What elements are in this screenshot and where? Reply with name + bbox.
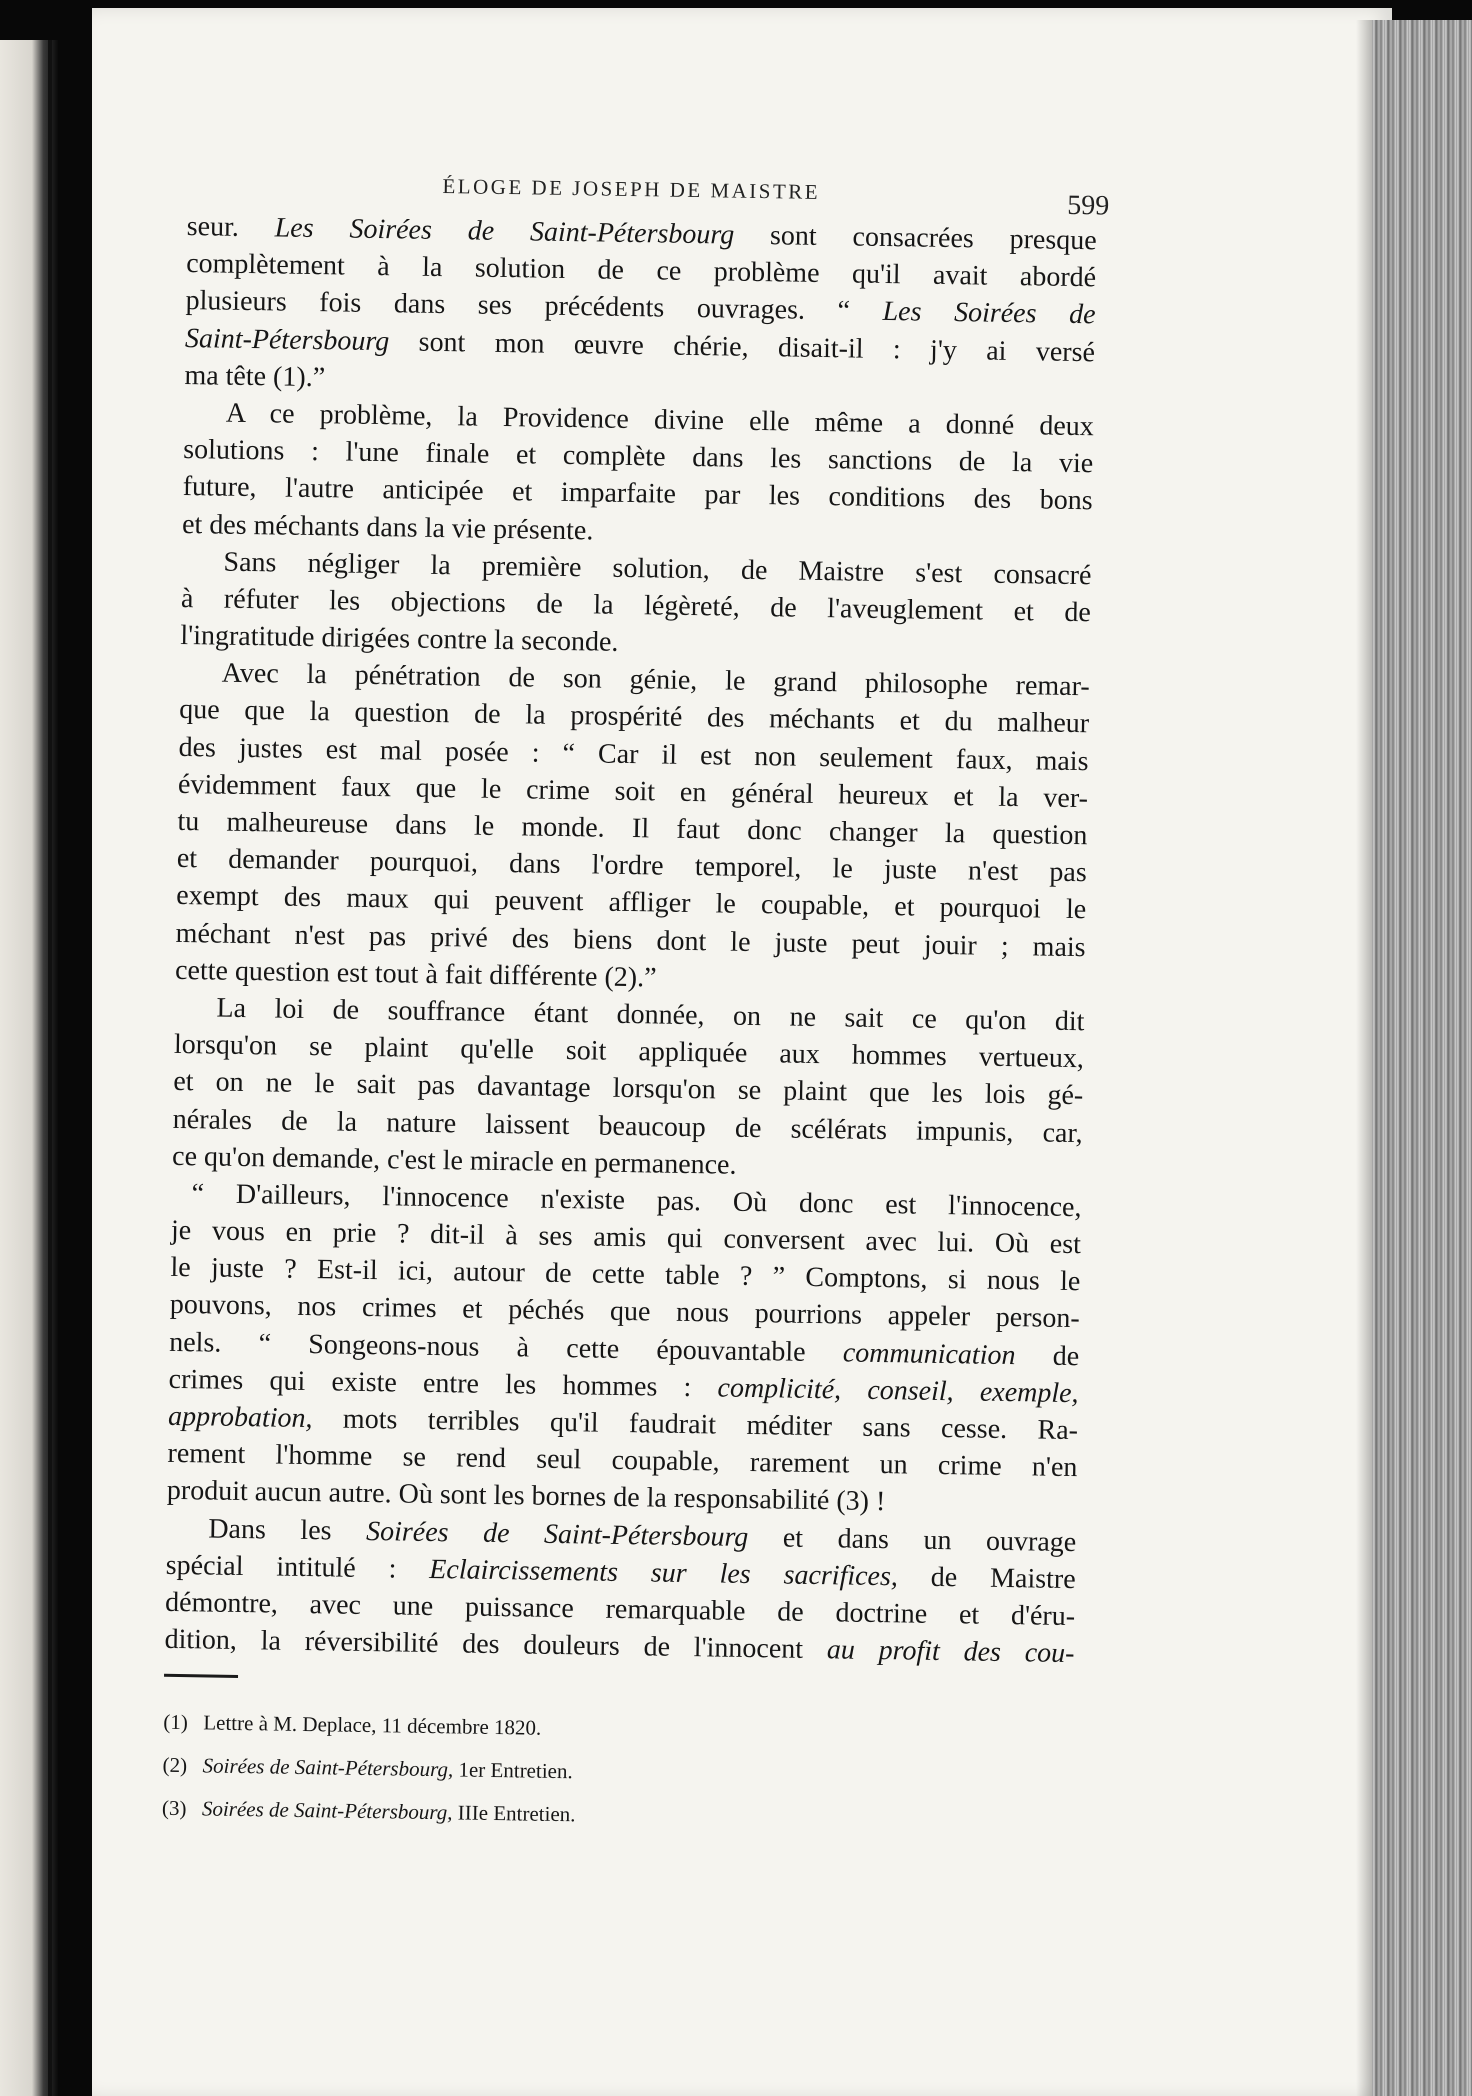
text-run: cette question est tout à fait différente (2).” — [174, 954, 657, 994]
text-run: dition, la réversibilité des douleurs de l'innocent — [164, 1623, 828, 1666]
text-run: Dans les — [208, 1513, 367, 1547]
text-run: pouvons, nos crimes et péchés que nous pourrions appeler person- — [169, 1289, 1080, 1335]
italic-text: au profit des cou- — [826, 1634, 1075, 1670]
italic-text: Les Soirées de — [882, 296, 1096, 331]
text-run: Avec la pénétration de son génie, le grand philosophe remar- — [221, 657, 1090, 703]
text-run: et demander pourquoi, dans l'ordre temporel, le juste n'est pas — [176, 843, 1087, 889]
text-run: Sans négliger la première solution, de Maistre s'est consacré — [223, 546, 1092, 591]
text-run: sont consacrées presque — [733, 219, 1097, 257]
text-run: “ D'ailleurs, l'innocence n'existe pas. Où donc est l'innocence, — [191, 1178, 1082, 1224]
text-run: démontre, avec une puissance remarquable de doctrine et d'éru- — [164, 1586, 1076, 1633]
gutter-shadow — [48, 40, 52, 2096]
italic-text: approbation, — [167, 1400, 313, 1435]
text-run: crimes qui existe entre les hommes : — [168, 1363, 718, 1404]
text-run: je vous en prie ? dit-il à ses amis qui conversent avec lui. Où est — [170, 1214, 1082, 1261]
text-run: plusieurs fois dans ses précédents ouvrages. “ — [185, 285, 883, 328]
footnotes — [162, 1701, 1074, 1844]
italic-text: Les Soirées de Saint-Pétersbourg — [274, 212, 735, 251]
text-run: nels. “ Songeons-nous à cette épouvantable — [169, 1326, 844, 1369]
text-run: et on ne le sait pas davantage lorsqu'on se plaint que les lois gé- — [173, 1066, 1084, 1112]
text-run: ma tête (1).” — [184, 359, 326, 393]
italic-text: communication — [842, 1337, 1016, 1371]
text-run: future, l'autre anticipée et imparfaite par les conditions des bons — [182, 471, 1093, 517]
text-run: des justes est mal posée : “ Car il est non seulement faux, mais — [178, 731, 1089, 777]
italic-text: Soirées de Saint-Pétersbourg, — [202, 1753, 454, 1782]
text-run: méchant n'est pas privé des biens dont le juste peut jouir ; mais — [175, 917, 1086, 963]
footnote-rule — [164, 1674, 238, 1678]
text-run: tu malheureuse dans le monde. Il faut donc changer la question — [177, 805, 1088, 852]
body-text — [164, 208, 1097, 1672]
text-run: 1er Entretien. — [453, 1757, 573, 1784]
text-run: spécial intitulé : — [165, 1549, 430, 1585]
italic-text: Soirées de Saint-Pétersbourg, — [201, 1796, 453, 1825]
stacked-page-edges — [1372, 20, 1472, 2096]
text-run: rement l'homme se rend seul coupable, rarement un crime n'en — [167, 1438, 1078, 1484]
text-run: mots terribles qu'il faudrait méditer sans cesse. Ra- — [312, 1403, 1079, 1447]
text-run: complètement à la solution de ce problème qu'il avait abordé — [185, 248, 1097, 294]
text-run: et dans un ouvrage — [748, 1521, 1077, 1558]
italic-text: Saint-Pétersbourg — [184, 322, 390, 357]
text-run: A ce problème, la Providence divine elle même a donné deux — [225, 397, 1095, 443]
text-run: l'ingratitude dirigées contre la seconde. — [180, 620, 619, 658]
italic-text: complicité, conseil, exemple, — [717, 1372, 1079, 1409]
text-run: sont mon œuvre chérie, disait-il : j'y ai versé — [389, 325, 1096, 368]
running-title: ÉLOGE DE JOSEPH DE MAISTRE — [442, 174, 821, 204]
text-run: et des méchants dans la vie présente. — [181, 508, 594, 546]
text-run: que que la question de la prospérité des méchants et du malheur — [178, 694, 1090, 740]
text-run: de — [1015, 1339, 1080, 1372]
text-block — [161, 150, 1110, 1844]
text-run: lorsqu'on se plaint qu'elle soit appliquée aux hommes vertueux, — [173, 1029, 1085, 1075]
footnote-mark: (3) — [161, 1796, 187, 1821]
text-run: Lettre à M. Deplace, 11 décembre 1820. — [203, 1710, 542, 1741]
text-run: le juste ? Est-il ici, autour de cette table ? ” Comptons, si nous le — [170, 1252, 1081, 1298]
footnote-mark: (1) — [163, 1710, 188, 1735]
text-run: La loi de souffrance étant donnée, on ne sait ce qu'on dit — [216, 992, 1085, 1038]
text-run: évidemment faux que le crime soit en général heureux et la ver- — [177, 768, 1089, 815]
text-run: nérales de la nature laissent beaucoup de scélérats impunis, car, — [172, 1103, 1083, 1149]
text-run: à réfuter les objections de la légèreté, de l'aveuglement et de — [180, 582, 1092, 629]
text-run: de Maistre — [897, 1561, 1076, 1595]
italic-text: Eclaircissements sur les sacrifices, — [429, 1553, 899, 1593]
text-run: ce qu'on demande, c'est le miracle en permanence. — [171, 1140, 737, 1181]
footnote-mark: (2) — [162, 1753, 188, 1778]
text-run: IIIe Entretien. — [452, 1800, 576, 1827]
text-run: produit aucun autre. Où sont les bornes de la responsabilité (3) ! — [166, 1475, 886, 1518]
page-number: 599 — [1066, 189, 1110, 222]
text-run: solutions : l'une finale et complète dans les sanctions de la vie — [183, 434, 1094, 480]
text-run: exempt des maux qui peuvent affliger le coupable, et pourquoi le — [176, 880, 1087, 926]
italic-text: Soirées de Saint-Pétersbourg — [365, 1515, 749, 1553]
text-run: seur. — [186, 210, 275, 244]
